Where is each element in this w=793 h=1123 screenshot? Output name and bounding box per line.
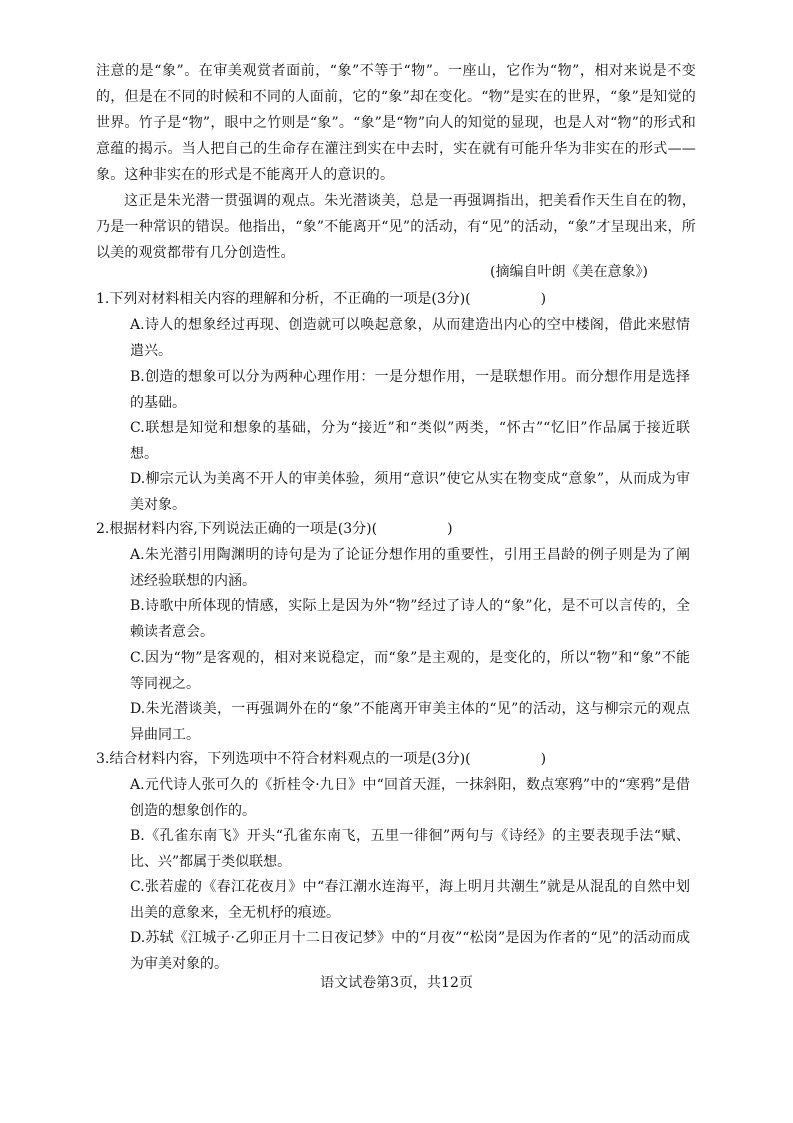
question-2-option-a: A.朱光潜引用陶渊明的诗句是为了论证分想作用的重要性，引用王昌龄的例子则是为了阐述经验联想的内涵。 (130, 547, 690, 589)
question-2-stem: 2.根据材料内容,下列说法正确的一项是(3分)( ) (96, 521, 453, 537)
passage-paragraph-2: 这正是朱光潜一贯强调的观点。朱光潜谈美，总是一再强调指出，把美看作天生自在的物，乃是一种常识的错误。他指出，“象”不能离开“见”的活动，有“见”的活动，“象”才呈现出来，所以美的观赏都带有几分创造性。 (96, 193, 696, 261)
passage-paragraph-1: 注意的是“象”。在审美观赏者面前，“象”不等于“物”。一座山，它作为“物”，相对来说是不变的，但是在不同的时候和不同的人面前，它的“象”却在变化。“物”是实在的世界，“象”是知觉的世界。竹子是“物”，眼中之竹则是“象”。“象”是“物”向人的知觉的显现，也是人对“物”的形式和意蕴的揭示。当人把自己的生命存在灌注到实在中去时，实在就有可能升华为非实在的形式——象。这种非实在的形式是不能离开人的意识的。 (96, 63, 696, 183)
passage-source: (摘编自叶朗《美在意象》) (490, 264, 648, 280)
question-3-option-d: D.苏轼《江城子·乙卯正月十二日夜记梦》中的“月夜”“松岗”是因为作者的“见”的活动而成为审美对象的。 (130, 930, 690, 972)
question-1-option-d: D.柳宗元认为美离不开人的审美体验，须用“意识”使它从实在物变成“意象”，从而成为审美对象。 (130, 471, 690, 513)
question-3-option-c: C.张若虚的《春江花夜月》中“春江潮水连海平，海上明月共潮生”就是从混乱的自然中划出美的意象来，全无机杼的痕迹。 (130, 879, 690, 921)
question-1-stem: 1.下列对材料相关内容的理解和分析，不正确的一项是(3分)( ) (96, 291, 547, 307)
question-3-option-b: B.《孔雀东南飞》开头“孔雀东南飞，五里一徘徊”两句与《诗经》的主要表现手法“赋、比、兴”都属于类似联想。 (130, 828, 690, 870)
page-footer: 语文试卷第3页，共12页 (320, 975, 473, 991)
question-2-option-d: D.朱光潜谈美，一再强调外在的“象”不能离开审美主体的“见”的活动，这与柳宗元的观点异曲同工。 (130, 701, 690, 743)
question-2-option-c: C.因为“物”是客观的，相对来说稳定，而“象”是主观的，是变化的，所以“物”和“象”不能等同视之。 (130, 650, 690, 692)
question-3-option-a: A.元代诗人张可久的《折桂令·九日》中“回首天涯，一抹斜阳，数点寒鸦”中的“寒鸦”是借创造的想象创作的。 (130, 777, 690, 819)
question-2-option-b: B.诗歌中所体现的情感，实际上是因为外“物”经过了诗人的“象”化，是不可以言传的，全赖读者意会。 (130, 598, 690, 640)
question-1-option-a: A.诗人的想象经过再现、创造就可以唤起意象，从而建造出内心的空中楼阁，借此来慰情遣兴。 (130, 317, 690, 359)
question-3-stem: 3.结合材料内容，下列选项中不符合材料观点的一项是(3分)( ) (96, 751, 547, 767)
question-1-option-b: B.创造的想象可以分为两种心理作用：一是分想作用，一是联想作用。而分想作用是选择的基础。 (130, 369, 690, 411)
question-1-option-c: C.联想是知觉和想象的基础，分为“接近”和“类似”两类，“怀古”“忆旧”作品属于接近联想。 (130, 420, 690, 462)
